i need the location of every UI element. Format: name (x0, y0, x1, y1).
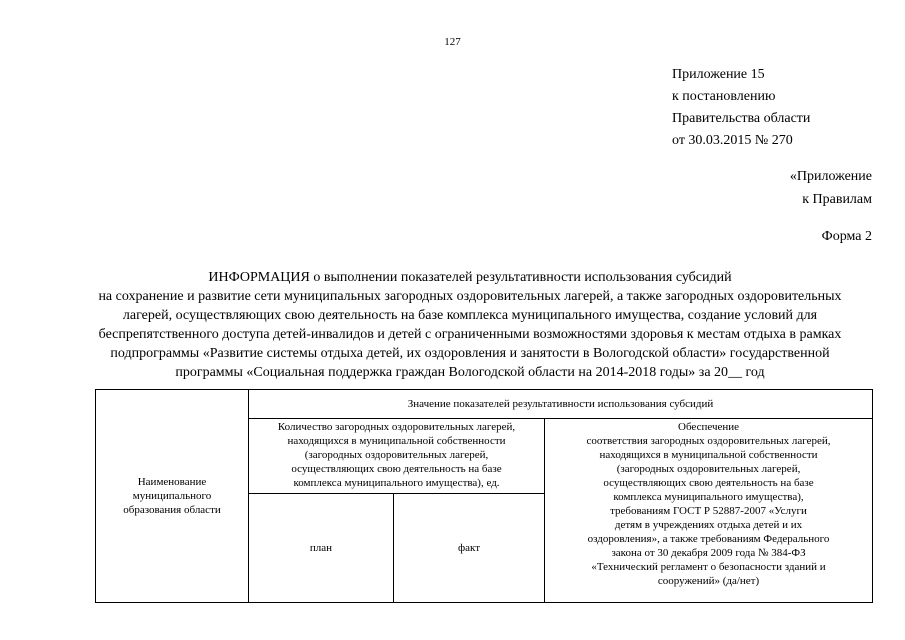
header-line: сооружений» (да/нет) (657, 575, 760, 587)
header-line: закона от 30 декабря 2009 года № 384-ФЗ (611, 547, 806, 559)
header-line: осуществляющих свою деятельность на базе (603, 477, 814, 489)
title-line: лагерей, осуществляющих свою деятельность на базе комплекса муниципального имущества, создание условий для (122, 308, 818, 323)
header-line: (загородных оздоровительных лагерей, (616, 463, 801, 475)
title-line: беспрепятственного доступа детей-инвалидов и детей с ограниченными возможностями здоровья к местам отдыха в рамках (98, 327, 842, 342)
header-line: находящихся в муниципальной собственности (287, 435, 506, 447)
header-line: детям в учреждениях отдыха детей и их (614, 519, 803, 531)
form-label: Форма 2 (821, 229, 872, 244)
page-number: 127 (444, 36, 461, 48)
rules-reference (790, 165, 872, 211)
provision-header (545, 419, 873, 603)
fact-header: факт (394, 494, 545, 603)
indicators-header: Значение показателей результативности использования субсидий (249, 390, 873, 419)
header-line: оздоровления», а также требованиям Федерального (587, 533, 830, 545)
camp-count-header (249, 419, 545, 494)
header-line: образования области (123, 504, 221, 516)
appendix-line: Приложение 15 (672, 67, 765, 82)
header-line: соответствия загородных оздоровительных лагерей, (586, 435, 831, 447)
appendix-line: от 30.03.2015 № 270 (672, 133, 793, 148)
document-title (40, 268, 900, 382)
header-line: находящихся в муниципальной собственности (599, 449, 818, 461)
header-line: комплекса муниципального имущества), (613, 491, 804, 503)
title-line: программы «Социальная поддержка граждан Вологодской области на 2014-2018 годы» за 20__ год (175, 365, 765, 380)
header-line: комплекса муниципального имущества), ед. (293, 477, 500, 489)
header-line: муниципального (132, 490, 212, 502)
appendix-reference (672, 64, 810, 152)
rules-reference-line: «Приложение (789, 169, 872, 184)
title-line: подпрограммы «Развитие системы отдыха детей, их оздоровления и занятости в Вологодской области» государственной (110, 346, 830, 361)
header-line: «Технический регламент о безопасности зданий и (591, 561, 826, 573)
header-line: осуществляющих свою деятельность на базе (291, 463, 502, 475)
appendix-line: к постановлению (672, 89, 776, 104)
header-line: Обеспечение (678, 421, 740, 433)
plan-header: план (249, 494, 394, 603)
title-line: ИНФОРМАЦИЯ о выполнении показателей результативности использования субсидий (208, 270, 732, 285)
title-line: на сохранение и развитие сети муниципальных загородных оздоровительных лагерей, а также загородных оздоровительных (98, 289, 842, 304)
header-line: Количество загородных оздоровительных лагерей, (277, 421, 516, 433)
header-line: Наименование (137, 476, 207, 488)
municipality-header (96, 390, 249, 603)
rules-reference-line: к Правилам (802, 192, 872, 207)
header-line: требованиям ГОСТ Р 52887-2007 «Услуги (610, 505, 807, 517)
appendix-line: Правительства области (672, 111, 811, 126)
header-line: (загородных оздоровительных лагерей, (304, 449, 489, 461)
indicators-table (95, 389, 873, 603)
